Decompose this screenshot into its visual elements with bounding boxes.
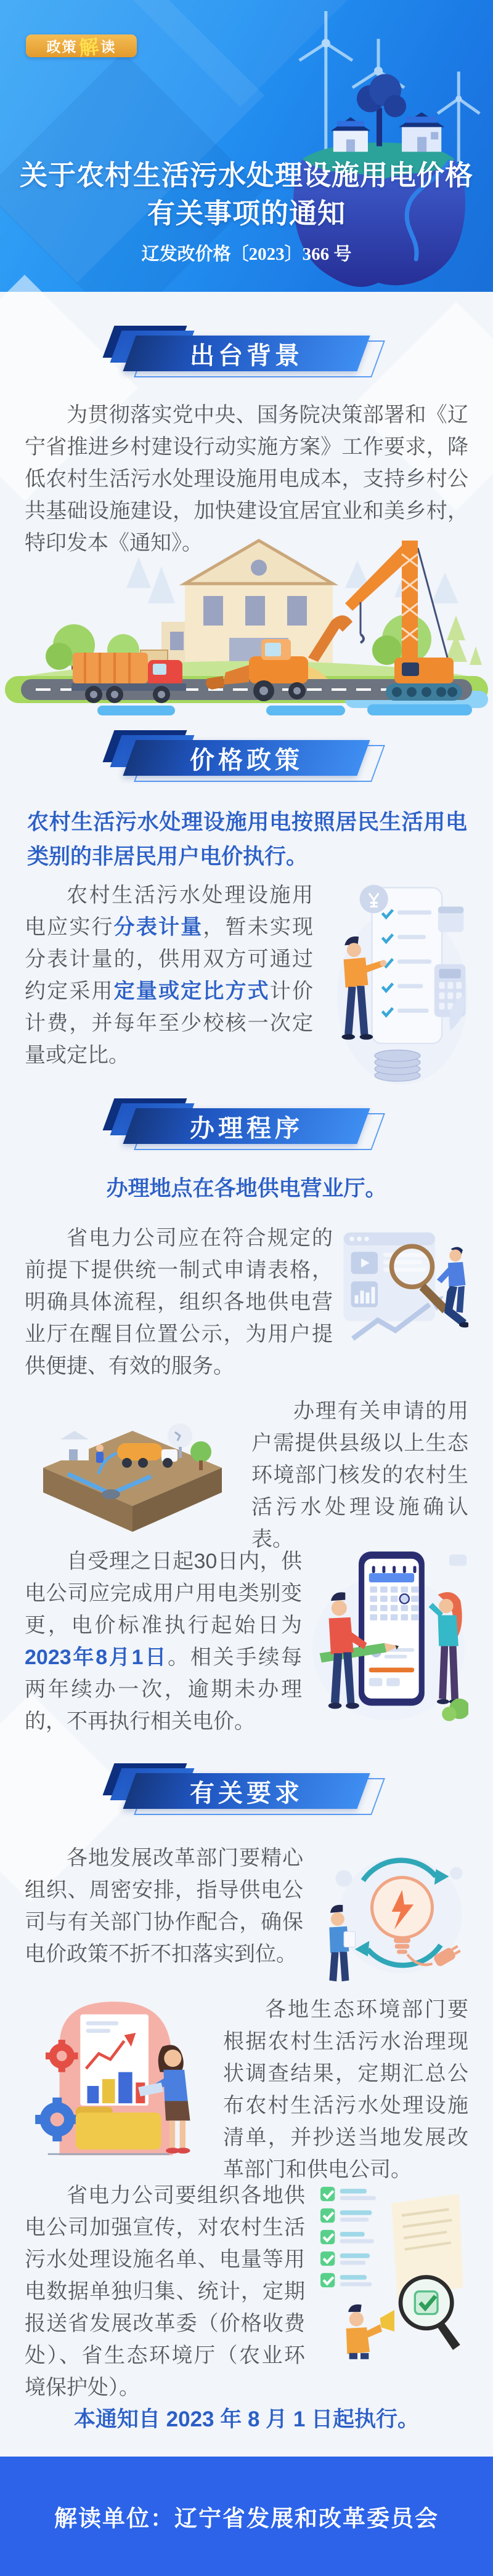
section-title: 有关要求 xyxy=(190,1779,303,1807)
interpretation-unit: 解读单位：辽宁省发展和改革委员会 xyxy=(54,2506,439,2532)
requirement-env-row xyxy=(25,1994,468,2186)
magnifier-browser-icon xyxy=(339,1222,468,1347)
paragraph-text: 计价计费，并每年至少校核一次定量或定比。 xyxy=(25,980,314,1067)
requirement-ndrc-row xyxy=(25,1842,468,1982)
procedure-confirm-row xyxy=(25,1395,468,1555)
charts-gears-folder-icon xyxy=(25,1994,216,2161)
energy-lightbulb-illustration xyxy=(309,1842,468,1982)
hero-banner xyxy=(0,0,493,292)
lightbulb-plug-icon xyxy=(309,1842,468,1982)
price-metering-row xyxy=(25,879,468,1092)
price-policy-statement: 农村生活污水处理设施用电按照居民生活用电类别的非居民用户电价执行。 xyxy=(27,810,467,869)
section-ribbon-background xyxy=(129,336,364,371)
badge-text: 政策 xyxy=(46,39,78,55)
footer-bar xyxy=(0,2457,493,2576)
billing-checklist-illustration xyxy=(327,879,468,1092)
calendar-phone-illustration xyxy=(311,1545,468,1723)
paragraph-text: 农村生活污水处理设施用电应实行 xyxy=(25,883,313,939)
badge-accent-text: 解 xyxy=(78,34,100,60)
sewage-site-illustration xyxy=(25,1395,240,1537)
highlight-text: 定量或定比方式 xyxy=(113,980,270,1003)
document-number: 辽发改价格〔2023〕366 号 xyxy=(141,244,352,264)
construction-scene-illustration xyxy=(0,529,493,720)
procedure-deadline-paragraph xyxy=(25,1545,302,1737)
procedure-confirm-paragraph: 办理有关申请的用户需提供县级以上生态环境部门核发的农村生活污水处理设施确认表。 xyxy=(251,1399,468,1551)
village-construction-icon xyxy=(0,529,493,720)
paragraph-text: ，暂未实现分表计量的，供用双方可通过约定采用 xyxy=(25,916,314,1003)
policy-interpretation-badge xyxy=(26,34,137,60)
section-ribbon-requirements xyxy=(129,1773,364,1809)
document-search-illustration xyxy=(339,1222,468,1347)
section-title: 出台背景 xyxy=(190,342,303,369)
page-title-line2: 有关事项的通知 xyxy=(147,198,346,229)
badge-text: 读 xyxy=(100,39,116,55)
data-report-illustration xyxy=(25,1994,216,2161)
highlight-text: 分表计量 xyxy=(113,916,203,939)
phone-calendar-people-icon xyxy=(311,1545,468,1723)
section-ribbon-procedure xyxy=(129,1108,364,1144)
background-paragraph: 为贯彻落实党中央、国务院决策部署和《辽宁省推进乡村建设行动实施方案》工作要求，降低农村生活污水处理设施用电成本，支持乡村公共基础设施建设，加快建设宜居宜业和美乡村，特印发本《通知》。 xyxy=(25,403,468,555)
publicity-checklist-illustration xyxy=(314,2180,468,2359)
requirement-env-paragraph: 各地生态环境部门要根据农村生活污水治理现状调查结果，定期汇总公布农村生活污水处理设施清单，并抄送当地发展改革部门和供电公司。 xyxy=(223,1998,468,2181)
effective-date-statement: 本通知自 2023 年 8 月 1 日起执行。 xyxy=(73,2407,420,2431)
checklist-magnifier-megaphone-icon xyxy=(314,2180,468,2359)
price-metering-paragraph xyxy=(25,879,313,1071)
section-title: 价格政策 xyxy=(190,746,303,774)
paragraph-text: 自受理之日起30日内，供电公司应完成用户用电类别变更，电价标准执行起始日为 xyxy=(25,1550,302,1637)
requirement-ndrc-paragraph: 各地发展改革部门要精心组织、周密安排，指导供电公司与有关部门协作配合，确保电价政策不折不扣落实到位。 xyxy=(25,1846,303,1966)
paragraph-text: 。相关手续每两年续办一次，逾期未办理的，不再执行相关电价。 xyxy=(25,1646,302,1733)
section-ribbon-price xyxy=(129,740,364,776)
highlight-date: 2023年8月1日 xyxy=(25,1646,168,1669)
section-title: 办理程序 xyxy=(190,1114,303,1142)
procedure-apply-row xyxy=(25,1222,468,1382)
sewage-treatment-icon xyxy=(25,1395,240,1537)
procedure-lead-statement: 办理地点在各地供电营业厅。 xyxy=(106,1177,387,1201)
procedure-deadline-row xyxy=(25,1545,468,1737)
requirement-power-row xyxy=(25,2180,468,2404)
page-title-line1: 关于农村生活污水处理设施用电价格 xyxy=(19,159,473,191)
requirement-power-paragraph: 省电力公司要组织各地供电公司加强宣传，对农村生活污水处理设施名单、电量等用电数据单独归集、统计，定期报送省发展改革委（价格收费处）、省生态环境厅（农业环境保护处）。 xyxy=(25,2184,305,2399)
procedure-apply-paragraph: 省电力公司应在符合规定的前提下提供统一制式申请表格，明确具体流程，组织各地供电营业厅在醒目位置公示，为用户提供便捷、有效的服务。 xyxy=(25,1226,333,1378)
checklist-coins-icon xyxy=(327,879,468,1092)
